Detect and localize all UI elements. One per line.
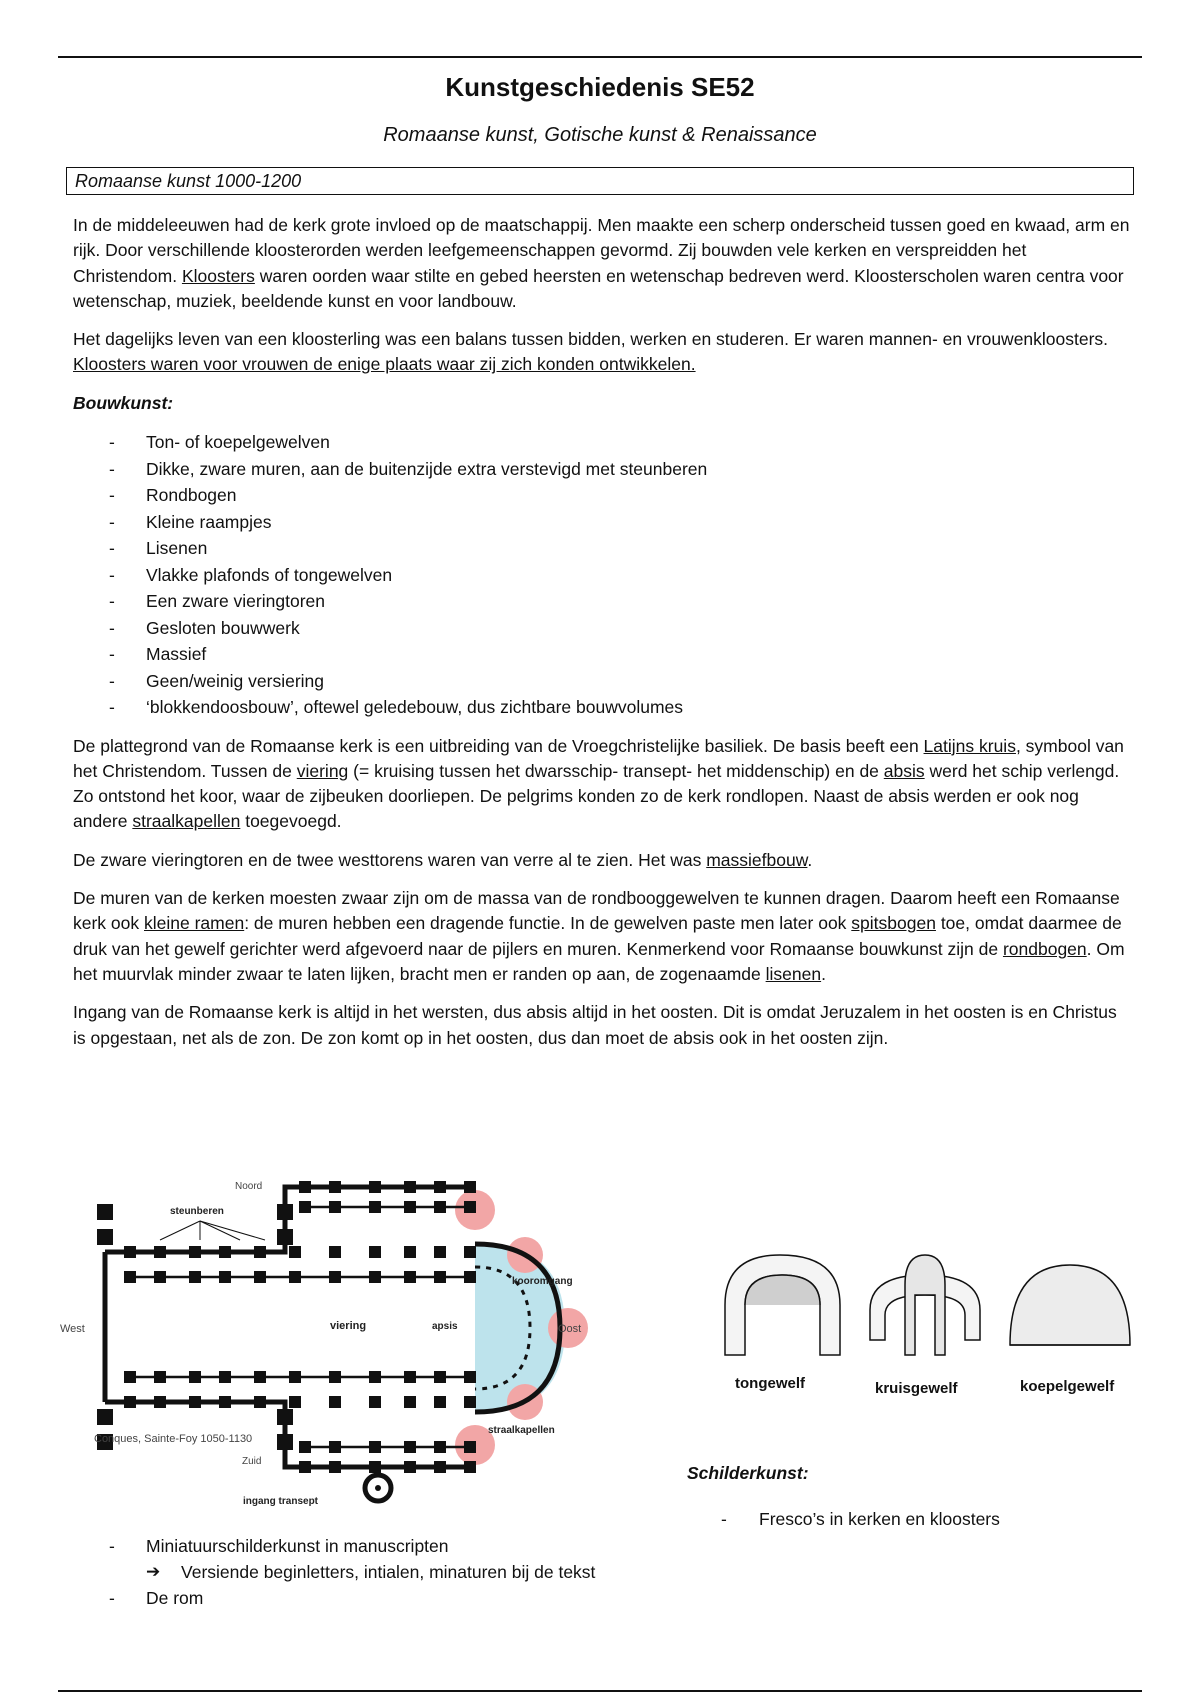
pillar xyxy=(277,1204,293,1220)
list-item: - Dikke, zware muren, aan de buitenzijde extra verstevigd met steunberen xyxy=(73,456,1133,483)
pillar xyxy=(404,1181,416,1193)
pillar xyxy=(219,1271,231,1283)
pillar xyxy=(277,1409,293,1425)
pillar xyxy=(464,1441,476,1453)
pillar xyxy=(289,1396,301,1408)
pillar xyxy=(404,1461,416,1473)
pillar xyxy=(189,1371,201,1383)
text: De zware vieringtoren en de twee westtorens waren van verre al te zien. Het was xyxy=(73,849,707,870)
pillar xyxy=(329,1201,341,1213)
schilderkunst-heading: Schilderkunst: xyxy=(687,1463,809,1483)
main-content xyxy=(73,213,1133,1064)
text: toegevoegd. xyxy=(240,811,342,832)
pillar xyxy=(254,1371,266,1383)
pillar xyxy=(434,1246,446,1258)
pillar xyxy=(189,1246,201,1258)
label-apsis: apsis xyxy=(432,1321,458,1332)
pillar xyxy=(434,1371,446,1383)
text: waren oorden waar stilte en gebed heersten en wetenschap bedreven werd. Kloosterscholen waren centra voor wetenschap, muziek, beeldende kunst en voor landbouw. xyxy=(73,265,1124,311)
plan-caption: Conques, Sainte-Foy 1050-1130 xyxy=(94,1433,253,1445)
pillar xyxy=(154,1271,166,1283)
pillar xyxy=(369,1271,381,1283)
list-item: - Een zware vieringtoren xyxy=(73,588,1133,615)
label-kooromgang: kooromgang xyxy=(512,1276,573,1287)
pillar xyxy=(369,1201,381,1213)
label-oost: Oost xyxy=(558,1323,582,1335)
pillar xyxy=(464,1396,476,1408)
vault-types-figure xyxy=(715,1245,1145,1405)
underlined-term: Kloosters xyxy=(181,265,255,286)
pillar xyxy=(404,1371,416,1383)
underlined-term: absis xyxy=(883,760,925,781)
pillar xyxy=(329,1371,341,1383)
text: De plattegrond van de Romaanse kerk is een uitbreiding van de Vroegchristelijke basiliek. De basis beeft een xyxy=(73,735,924,756)
list-item: - Miniatuurschilderkunst in manuscripten xyxy=(73,1533,595,1559)
underlined-term: spitsbogen xyxy=(851,913,936,934)
pillar xyxy=(434,1461,446,1473)
underlined-term: straalkapellen xyxy=(132,811,241,832)
underlined-term: kleine ramen xyxy=(144,913,245,934)
pillar xyxy=(254,1271,266,1283)
list-item: - Vlakke plafonds of tongewelven xyxy=(73,562,1133,589)
pillar xyxy=(434,1396,446,1408)
list-item: - Gesloten bouwwerk xyxy=(73,615,1133,642)
paragraph-ingang: Ingang van de Romaanse kerk is altijd in het wersten, dus absis altijd in het oosten. Dit is omdat Jeruzalem in het oosten is en Christus is opgestaan, net als de zon. De zon komt op in het oosten, dus dan moet de absis ook in het oosten zijn. xyxy=(73,1002,1117,1048)
label-straalkapellen: straalkapellen xyxy=(488,1425,555,1436)
pillar xyxy=(369,1441,381,1453)
text: . xyxy=(821,963,826,984)
text: De muren van de kerken moesten zwaar zijn om de massa van de rondbooggewelven te kunnen dragen. Daarom heeft een Romaanse kerk ook xyxy=(73,888,1120,934)
paragraph-vieringtoren xyxy=(73,848,1133,873)
pillar xyxy=(404,1271,416,1283)
pillar xyxy=(97,1204,113,1220)
label-ingang: ingang transept xyxy=(243,1496,319,1507)
pillar xyxy=(277,1229,293,1245)
paragraph-plattegrond xyxy=(73,734,1133,835)
label-steunberen: steunberen xyxy=(170,1206,224,1217)
label-west: West xyxy=(60,1323,85,1335)
list-item: - Lisenen xyxy=(73,535,1133,562)
list-item: - De rom xyxy=(73,1585,595,1611)
text: . xyxy=(807,849,813,870)
pillar xyxy=(254,1246,266,1258)
page-title: Kunstgeschiedenis SE52 xyxy=(445,72,755,102)
list-item: - Ton- of koepelgewelven xyxy=(73,429,1133,456)
schilderkunst-list xyxy=(687,1506,1000,1532)
text: , symbool van het Christendom. Tussen de xyxy=(73,735,1124,781)
pillar xyxy=(289,1246,301,1258)
label-noord: Noord xyxy=(235,1181,263,1192)
section-heading-box xyxy=(66,167,1134,195)
pillar xyxy=(329,1441,341,1453)
pillar xyxy=(299,1461,311,1473)
pillar xyxy=(124,1271,136,1283)
pillar xyxy=(329,1181,341,1193)
pillar xyxy=(434,1181,446,1193)
kruisgewelf-drawing xyxy=(870,1255,980,1355)
section-heading: Romaanse kunst 1000-1200 xyxy=(75,171,302,191)
underlined-term: lisenen xyxy=(765,963,822,984)
pillar xyxy=(329,1246,341,1258)
pillar xyxy=(124,1371,136,1383)
label-tongewelf: tongewelf xyxy=(735,1375,805,1392)
tongewelf-drawing xyxy=(725,1255,840,1355)
label-kruisgewelf: kruisgewelf xyxy=(875,1380,958,1397)
bottom-rule xyxy=(58,1690,1142,1692)
label-zuid: Zuid xyxy=(242,1456,262,1467)
pillar xyxy=(154,1396,166,1408)
underlined-term: Kloosters waren voor vrouwen de enige plaats waar zij zich konden ontwikkelen. xyxy=(73,354,696,375)
text: toe, omdat daarmee de druk van het gewelf gerichter werd afgevoerd naar de pijlers en muren. Kenmerkend voor Romaanse bouwkunst zijn de xyxy=(73,913,1122,959)
paragraph-muren xyxy=(73,886,1133,987)
pillar xyxy=(464,1201,476,1213)
pillar xyxy=(404,1246,416,1258)
pillar xyxy=(369,1181,381,1193)
pillar xyxy=(124,1246,136,1258)
koepelgewelf-drawing xyxy=(1010,1265,1130,1345)
pillar xyxy=(329,1396,341,1408)
pillar xyxy=(464,1246,476,1258)
pillar xyxy=(219,1246,231,1258)
pillar xyxy=(329,1271,341,1283)
list-item: - Geen/weinig versiering xyxy=(73,668,1133,695)
label-viering: viering xyxy=(330,1320,367,1332)
pillar xyxy=(464,1371,476,1383)
pillar xyxy=(289,1271,301,1283)
text: Het dagelijks leven van een kloosterling was een balans tussen bidden, werken en studeren. Er waren mannen- en vrouwenkloosters. xyxy=(73,329,1109,350)
text: : de muren hebben een dragende functie. In de gewelven paste men later ook xyxy=(244,913,852,934)
paragraph-intro-2 xyxy=(73,327,1133,378)
list-item: - Fresco’s in kerken en kloosters xyxy=(687,1506,1000,1532)
pillar xyxy=(299,1441,311,1453)
pillar xyxy=(434,1201,446,1213)
pillar xyxy=(464,1461,476,1473)
pillar xyxy=(369,1461,381,1473)
pillar xyxy=(329,1461,341,1473)
pillar xyxy=(434,1441,446,1453)
text: . Om het muurvlak minder zwaar te laten lijken, bracht men er randen op aan, de zogenaamde xyxy=(73,938,1125,984)
list-item: - Rondbogen xyxy=(73,482,1133,509)
text: In de middeleeuwen had de kerk grote invloed op de maatschappij. Men maakte een scherp onderscheid tussen goed en kwaad, arm en rijk. Door verschillende kloosterorden werden leefgemeenschappen gevormd. Zij bouwden vele kerken en verspreidden het Christendom. xyxy=(73,215,1130,286)
pillar xyxy=(369,1396,381,1408)
text: (= kruising tussen het dwarsschip- transept- het middenschip) en de xyxy=(348,760,884,781)
text: werd het schip verlengd. Zo ontstond het koor, waar de zijbeuken doorliepen. De pelgrims konden zo de kerk rondlopen. Naast de absis werden er ook nog andere xyxy=(73,760,1120,832)
pillar xyxy=(154,1246,166,1258)
underlined-term: Latijns kruis xyxy=(923,735,1016,756)
church-floor-plan xyxy=(60,1152,660,1522)
pillar xyxy=(219,1371,231,1383)
underlined-term: viering xyxy=(296,760,349,781)
bouwkunst-heading: Bouwkunst: xyxy=(73,392,174,413)
pillar xyxy=(434,1271,446,1283)
pillar xyxy=(404,1396,416,1408)
list-item: - ‘blokkendoosbouw’, oftewel geledebouw, dus zichtbare bouwvolumes xyxy=(73,694,1133,721)
pillar xyxy=(254,1396,266,1408)
page-subtitle: Romaanse kunst, Gotische kunst & Renaissance xyxy=(383,124,817,146)
pillar xyxy=(124,1396,136,1408)
underlined-term: massiefbouw xyxy=(706,849,808,870)
pillar xyxy=(404,1441,416,1453)
pillar xyxy=(369,1246,381,1258)
pillar xyxy=(154,1371,166,1383)
bouwkunst-list xyxy=(73,429,1133,721)
sub-list-item xyxy=(73,1559,595,1585)
sub-item-text: Versiende beginletters, intialen, minaturen bij de tekst xyxy=(181,1562,596,1582)
pillar xyxy=(299,1201,311,1213)
pillar xyxy=(97,1229,113,1245)
label-koepelgewelf: koepelgewelf xyxy=(1020,1378,1115,1395)
pillar xyxy=(277,1434,293,1450)
arrow-icon: ➔ xyxy=(146,1562,161,1581)
pillar xyxy=(369,1371,381,1383)
pillar xyxy=(97,1409,113,1425)
pillar xyxy=(289,1371,301,1383)
pillar xyxy=(464,1181,476,1193)
pillar xyxy=(464,1271,476,1283)
list-item: - Massief xyxy=(73,641,1133,668)
pillar xyxy=(189,1271,201,1283)
pillar xyxy=(404,1201,416,1213)
top-rule xyxy=(58,56,1142,58)
list-item: - Kleine raampjes xyxy=(73,509,1133,536)
paragraph-intro-1 xyxy=(73,213,1133,314)
underlined-term: rondbogen xyxy=(1002,938,1087,959)
pillar xyxy=(189,1396,201,1408)
pillar xyxy=(299,1181,311,1193)
pillar xyxy=(219,1396,231,1408)
bottom-list xyxy=(73,1533,595,1611)
